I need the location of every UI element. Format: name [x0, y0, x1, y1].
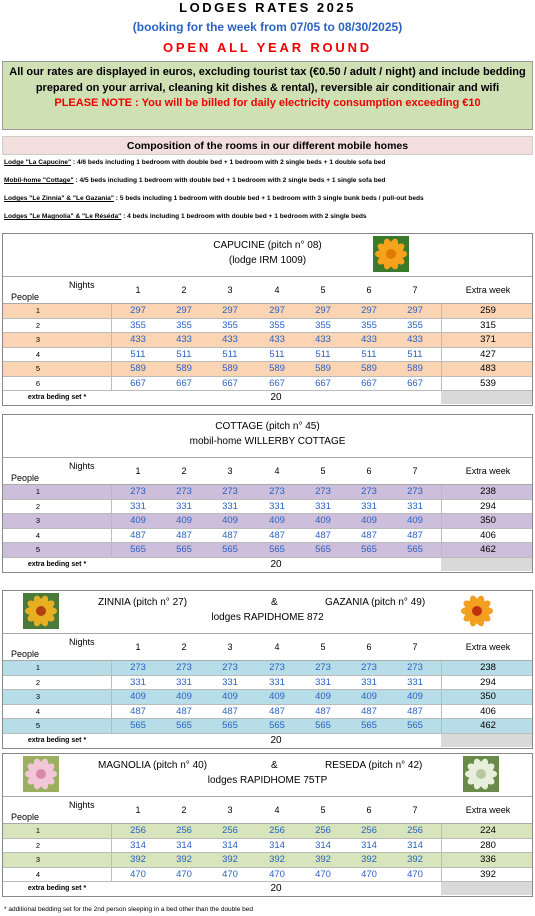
extra-week-price: 427	[480, 348, 496, 360]
night-col-3: 3	[227, 805, 233, 815]
price-cell: 409	[269, 515, 285, 526]
lodge-name: CAPUCINE (pitch n° 08)	[213, 240, 322, 251]
table-row	[3, 485, 532, 500]
extra-week-label: Extra week	[465, 285, 511, 295]
price-cell: 331	[315, 500, 331, 512]
price-cell: 314	[130, 839, 146, 851]
price-cell: 565	[269, 720, 285, 731]
price-cell: 331	[315, 676, 331, 688]
extra-week-label: Extra week	[465, 642, 511, 652]
extra-week-price: 350	[480, 515, 496, 526]
table-row	[3, 529, 532, 544]
price-cell: 314	[222, 839, 238, 851]
price-cell: 589	[407, 363, 423, 374]
ampersand: &	[271, 760, 278, 771]
price-cell: 331	[222, 676, 238, 688]
price-cell: 565	[222, 544, 238, 555]
extra-week-price: 462	[480, 720, 496, 731]
extra-bedding-price: 20	[270, 734, 282, 746]
price-cell: 565	[176, 544, 192, 555]
night-col-6: 6	[366, 466, 372, 476]
night-col-3: 3	[227, 285, 233, 295]
price-cell: 392	[407, 854, 423, 865]
price-cell: 392	[361, 854, 377, 865]
price-cell: 667	[222, 377, 238, 389]
people-count: 5	[35, 721, 41, 730]
table-row	[3, 676, 532, 691]
price-cell: 667	[407, 377, 423, 389]
price-cell: 273	[269, 486, 285, 497]
extra-week-price: 392	[480, 868, 496, 880]
night-col-3: 3	[227, 466, 233, 476]
price-cell: 273	[130, 662, 146, 673]
night-col-6: 6	[366, 285, 372, 295]
price-cell: 667	[269, 377, 285, 389]
lodge-name-b: GAZANIA (pitch n° 49)	[325, 597, 426, 608]
night-col-5: 5	[320, 285, 326, 295]
price-cell: 470	[315, 868, 331, 880]
night-col-4: 4	[274, 466, 280, 476]
people-count: 1	[35, 306, 41, 315]
price-cell: 273	[361, 486, 377, 497]
people-count: 5	[35, 545, 41, 554]
price-cell: 409	[361, 691, 377, 702]
price-cell: 565	[269, 544, 285, 555]
price-cell: 589	[130, 363, 146, 374]
description-cottage: Mobil-home "Cottage" : 4/5 beds including 1 bedroom with double bed + 1 bedroom with 2 single beds + 1 single sofa bed	[4, 177, 386, 184]
price-cell: 409	[407, 515, 423, 526]
price-cell: 470	[269, 868, 285, 880]
grey-cell	[441, 734, 532, 747]
extra-week-price: 294	[480, 676, 496, 688]
extra-week-price: 294	[480, 500, 496, 512]
price-cell: 273	[269, 662, 285, 673]
price-cell: 487	[361, 705, 377, 717]
price-cell: 392	[222, 854, 238, 865]
nights-label: Nights	[69, 461, 95, 471]
price-cell: 355	[222, 319, 238, 331]
table-row	[3, 377, 532, 392]
price-cell: 487	[269, 705, 285, 717]
people-count: 4	[35, 530, 41, 540]
people-count: 6	[35, 378, 41, 388]
price-cell: 667	[361, 377, 377, 389]
extra-week-price: 406	[480, 705, 496, 717]
night-col-1: 1	[135, 642, 141, 652]
price-cell: 297	[315, 305, 331, 316]
extra-bedding-price: 20	[270, 883, 282, 894]
price-cell: 392	[315, 854, 331, 865]
table-row	[3, 719, 532, 734]
price-cell: 565	[315, 544, 331, 555]
price-cell: 433	[130, 334, 146, 345]
price-cell: 565	[176, 720, 192, 731]
price-cell: 355	[269, 319, 285, 331]
price-cell: 470	[130, 868, 146, 880]
description-capucine: Lodge "La Capucine" : 4/6 beds including 1 bedroom with double bed + 1 bedroom with 2 single beds + 1 double sofa bed	[4, 159, 386, 166]
extra-week-price: 259	[480, 305, 496, 316]
price-cell: 273	[176, 486, 192, 497]
people-count: 4	[35, 349, 41, 359]
people-count: 4	[35, 869, 41, 879]
nights-label: Nights	[69, 800, 95, 810]
night-col-2: 2	[181, 642, 187, 652]
night-col-3: 3	[227, 642, 233, 652]
price-cell: 487	[176, 529, 192, 541]
night-col-2: 2	[181, 285, 187, 295]
price-cell: 273	[222, 486, 238, 497]
night-col-4: 4	[274, 805, 280, 815]
price-cell: 487	[176, 705, 192, 717]
price-cell: 409	[361, 515, 377, 526]
grey-cell	[441, 391, 532, 404]
extra-week-label: Extra week	[465, 805, 511, 815]
price-cell: 667	[315, 377, 331, 389]
people-count: 3	[35, 335, 41, 344]
people-count: 1	[35, 826, 41, 835]
table-header	[3, 234, 532, 276]
people-label: People	[11, 649, 40, 659]
night-col-1: 1	[135, 805, 141, 815]
lodge-model: lodges RAPIDHOME 75TP	[207, 775, 328, 786]
price-cell: 355	[361, 319, 377, 331]
price-cell: 433	[407, 334, 423, 345]
price-cell: 511	[176, 348, 192, 360]
lodge-name: COTTAGE (pitch n° 45)	[215, 421, 320, 432]
price-cell: 331	[361, 500, 377, 512]
lodge-name-a: ZINNIA (pitch n° 27)	[98, 597, 188, 608]
extra-bedding-label: extra beding set *	[27, 885, 87, 892]
price-cell: 355	[407, 319, 423, 331]
night-col-6: 6	[366, 805, 372, 815]
people-count: 1	[35, 487, 41, 496]
people-count: 5	[35, 364, 41, 373]
rate-table-3	[2, 753, 533, 897]
price-cell: 256	[407, 825, 423, 836]
people-label: People	[11, 812, 40, 822]
night-col-7: 7	[412, 642, 418, 652]
night-col-7: 7	[412, 285, 418, 295]
price-cell: 433	[176, 334, 192, 345]
table-row	[3, 690, 532, 705]
extra-week-price: 336	[480, 854, 496, 865]
price-cell: 331	[130, 676, 146, 688]
extra-bedding-label: extra beding set *	[27, 394, 87, 401]
night-col-1: 1	[135, 285, 141, 295]
extra-week-label: Extra week	[465, 466, 511, 476]
table-row	[3, 853, 532, 868]
price-cell: 331	[222, 500, 238, 512]
price-cell: 470	[222, 868, 238, 880]
price-cell: 487	[407, 705, 423, 717]
price-cell: 565	[130, 720, 146, 731]
night-col-6: 6	[366, 642, 372, 652]
price-cell: 409	[222, 691, 238, 702]
people-count: 3	[35, 692, 41, 701]
column-header-row	[3, 276, 532, 304]
price-cell: 273	[361, 662, 377, 673]
price-cell: 273	[315, 486, 331, 497]
table-row	[3, 333, 532, 348]
extra-week-price: 371	[480, 334, 496, 345]
price-cell: 297	[407, 305, 423, 316]
price-cell: 314	[407, 839, 423, 851]
night-col-7: 7	[412, 805, 418, 815]
nights-label: Nights	[69, 637, 95, 647]
table-row	[3, 705, 532, 720]
ampersand: &	[271, 597, 278, 608]
price-cell: 297	[176, 305, 192, 316]
price-cell: 409	[269, 691, 285, 702]
extra-bedding-price: 20	[270, 558, 282, 570]
price-cell: 273	[407, 662, 423, 673]
price-cell: 331	[269, 500, 285, 512]
night-col-2: 2	[181, 466, 187, 476]
price-cell: 565	[315, 720, 331, 731]
footnote: * additional bedding set for the 2nd person sleeping in a bed other than the double bed	[4, 906, 253, 913]
table-row	[3, 362, 532, 377]
price-cell: 331	[130, 500, 146, 512]
lodge-model: mobil-home WILLERBY COTTAGE	[189, 436, 346, 447]
price-cell: 487	[130, 705, 146, 717]
extra-week-price: 483	[480, 363, 496, 374]
people-count: 3	[35, 855, 41, 864]
price-cell: 355	[130, 319, 146, 331]
price-cell: 273	[130, 486, 146, 497]
night-col-4: 4	[274, 642, 280, 652]
price-cell: 667	[130, 377, 146, 389]
extra-week-price: 238	[480, 662, 496, 673]
lodge-model: (lodge IRM 1009)	[228, 255, 307, 266]
price-cell: 331	[176, 676, 192, 688]
table-header	[3, 754, 532, 796]
rate-table-0	[2, 233, 533, 406]
page-title: LODGES RATES 2025	[179, 0, 356, 15]
price-cell: 511	[130, 348, 146, 360]
table-row	[3, 839, 532, 854]
extra-bedding-label: extra beding set *	[27, 736, 87, 744]
price-cell: 297	[222, 305, 238, 316]
price-cell: 409	[176, 515, 192, 526]
price-cell: 273	[176, 662, 192, 673]
price-cell: 511	[407, 348, 423, 360]
price-cell: 589	[176, 363, 192, 374]
price-cell: 470	[176, 868, 192, 880]
price-cell: 487	[130, 529, 146, 541]
price-cell: 565	[361, 720, 377, 731]
price-cell: 487	[222, 529, 238, 541]
price-cell: 487	[269, 529, 285, 541]
price-cell: 314	[315, 839, 331, 851]
table-row	[3, 500, 532, 515]
table-row	[3, 868, 532, 883]
price-cell: 314	[361, 839, 377, 851]
price-cell: 409	[315, 515, 331, 526]
price-cell: 589	[361, 363, 377, 374]
extra-bedding-price: 20	[270, 392, 282, 403]
extra-week-price: 350	[480, 691, 496, 702]
price-cell: 273	[407, 486, 423, 497]
extra-week-price: 280	[480, 839, 496, 851]
reseda-flower-image	[463, 756, 499, 792]
lodge-name-a: MAGNOLIA (pitch n° 40)	[98, 760, 208, 771]
extra-week-price: 224	[480, 825, 496, 836]
table-header	[3, 591, 532, 633]
night-col-4: 4	[274, 285, 280, 295]
price-cell: 314	[269, 839, 285, 851]
price-cell: 433	[269, 334, 285, 345]
price-cell: 409	[315, 691, 331, 702]
price-cell: 565	[407, 720, 423, 731]
table-row	[3, 348, 532, 363]
price-cell: 297	[361, 305, 377, 316]
price-cell: 589	[315, 363, 331, 374]
price-cell: 409	[407, 691, 423, 702]
price-cell: 409	[222, 515, 238, 526]
price-cell: 487	[407, 529, 423, 541]
price-cell: 433	[222, 334, 238, 345]
price-cell: 487	[315, 529, 331, 541]
extra-week-price: 238	[480, 486, 496, 497]
price-cell: 273	[315, 662, 331, 673]
people-count: 2	[35, 320, 41, 330]
magnolia-flower-image	[23, 756, 59, 792]
night-col-1: 1	[135, 466, 141, 476]
price-cell: 256	[269, 825, 285, 836]
price-cell: 565	[361, 544, 377, 555]
price-cell: 487	[315, 705, 331, 717]
open-notice: OPEN ALL YEAR ROUND	[163, 40, 372, 55]
nights-label: Nights	[69, 280, 95, 290]
extra-bedding-row	[3, 558, 532, 572]
extra-week-price: 315	[480, 319, 496, 331]
price-cell: 355	[176, 319, 192, 331]
info-box	[2, 61, 533, 130]
night-col-5: 5	[320, 805, 326, 815]
people-count: 2	[35, 840, 41, 850]
zinnia-flower-image	[23, 593, 59, 629]
price-cell: 487	[361, 529, 377, 541]
grey-cell	[441, 882, 532, 895]
people-count: 4	[35, 706, 41, 716]
people-label: People	[11, 473, 40, 483]
price-cell: 589	[222, 363, 238, 374]
price-cell: 565	[407, 544, 423, 555]
extra-bedding-label: extra beding set *	[27, 560, 87, 568]
column-header-row	[3, 457, 532, 485]
column-header-row	[3, 633, 532, 661]
extra-bedding-row	[3, 882, 532, 896]
table-row	[3, 319, 532, 334]
night-col-2: 2	[181, 805, 187, 815]
price-cell: 667	[176, 377, 192, 389]
price-cell: 589	[269, 363, 285, 374]
price-cell: 409	[130, 691, 146, 702]
people-label: People	[11, 292, 40, 302]
price-cell: 331	[269, 676, 285, 688]
night-col-5: 5	[320, 466, 326, 476]
price-cell: 256	[361, 825, 377, 836]
booking-period: (booking for the week from 07/05 to 08/30/2025)	[132, 20, 403, 34]
price-cell: 331	[407, 676, 423, 688]
extra-week-price: 462	[480, 544, 496, 555]
extra-week-price: 406	[480, 529, 496, 541]
price-cell: 433	[361, 334, 377, 345]
price-cell: 409	[176, 691, 192, 702]
price-cell: 256	[130, 825, 146, 836]
table-row	[3, 514, 532, 529]
price-cell: 392	[130, 854, 146, 865]
table-row	[3, 661, 532, 676]
price-cell: 331	[361, 676, 377, 688]
price-cell: 511	[361, 348, 377, 360]
price-cell: 470	[361, 868, 377, 880]
electricity-warning: PLEASE NOTE : You will be billed for daily electricity consumption exceeding €10	[54, 97, 481, 109]
table-header	[3, 415, 532, 457]
price-cell: 470	[407, 868, 423, 880]
nasturtium-flower-image	[373, 236, 409, 272]
extra-week-price: 539	[480, 377, 496, 389]
people-count: 2	[35, 677, 41, 687]
info-text: All our rates are displayed in euros, excluding tourist tax (€0.50 / adult / night) and include bedding prepared on your arrival, cleaning kit dishes & rental), reversible air conditionair and wifi	[9, 66, 526, 94]
price-cell: 511	[269, 348, 285, 360]
price-cell: 511	[222, 348, 238, 360]
price-cell: 511	[315, 348, 331, 360]
price-cell: 331	[176, 500, 192, 512]
price-cell: 392	[269, 854, 285, 865]
description-magnolia-reseda: Lodges "Le Magnolia" & "Le Réséda" : 4 beds including 1 bedroom with double bed + 1 bedroom with 2 single beds	[4, 213, 367, 220]
price-cell: 297	[269, 305, 285, 316]
table-row	[3, 304, 532, 319]
people-count: 3	[35, 516, 41, 525]
rate-table-1	[2, 414, 533, 573]
table-row	[3, 824, 532, 839]
lodge-model: lodges RAPIDHOME 872	[211, 612, 324, 623]
price-cell: 355	[315, 319, 331, 331]
extra-bedding-row	[3, 391, 532, 405]
price-cell: 256	[176, 825, 192, 836]
composition-title: Composition of the rooms in our different mobile homes	[2, 136, 533, 155]
grey-cell	[441, 558, 532, 571]
price-cell: 256	[222, 825, 238, 836]
lodge-name-b: RESEDA (pitch n° 42)	[325, 760, 423, 771]
price-cell: 565	[222, 720, 238, 731]
price-cell: 314	[176, 839, 192, 851]
gazania-flower-image	[459, 593, 495, 629]
price-cell: 273	[222, 662, 238, 673]
column-header-row	[3, 796, 532, 824]
table-row	[3, 543, 532, 558]
price-cell: 433	[315, 334, 331, 345]
price-cell: 392	[176, 854, 192, 865]
price-cell: 409	[130, 515, 146, 526]
people-count: 2	[35, 501, 41, 511]
night-col-5: 5	[320, 642, 326, 652]
price-cell: 297	[130, 305, 146, 316]
night-col-7: 7	[412, 466, 418, 476]
rate-table-2	[2, 590, 533, 749]
extra-bedding-row	[3, 734, 532, 748]
people-count: 1	[35, 663, 41, 672]
price-cell: 331	[407, 500, 423, 512]
price-cell: 256	[315, 825, 331, 836]
description-zinnia-gazania: Lodges "Le Zinnia" & "Le Gazania" : 5 beds including 1 bedroom with double bed + 1 bedroom with 3 single bunk beds / pull-out beds	[4, 195, 424, 202]
price-cell: 565	[130, 544, 146, 555]
price-cell: 487	[222, 705, 238, 717]
